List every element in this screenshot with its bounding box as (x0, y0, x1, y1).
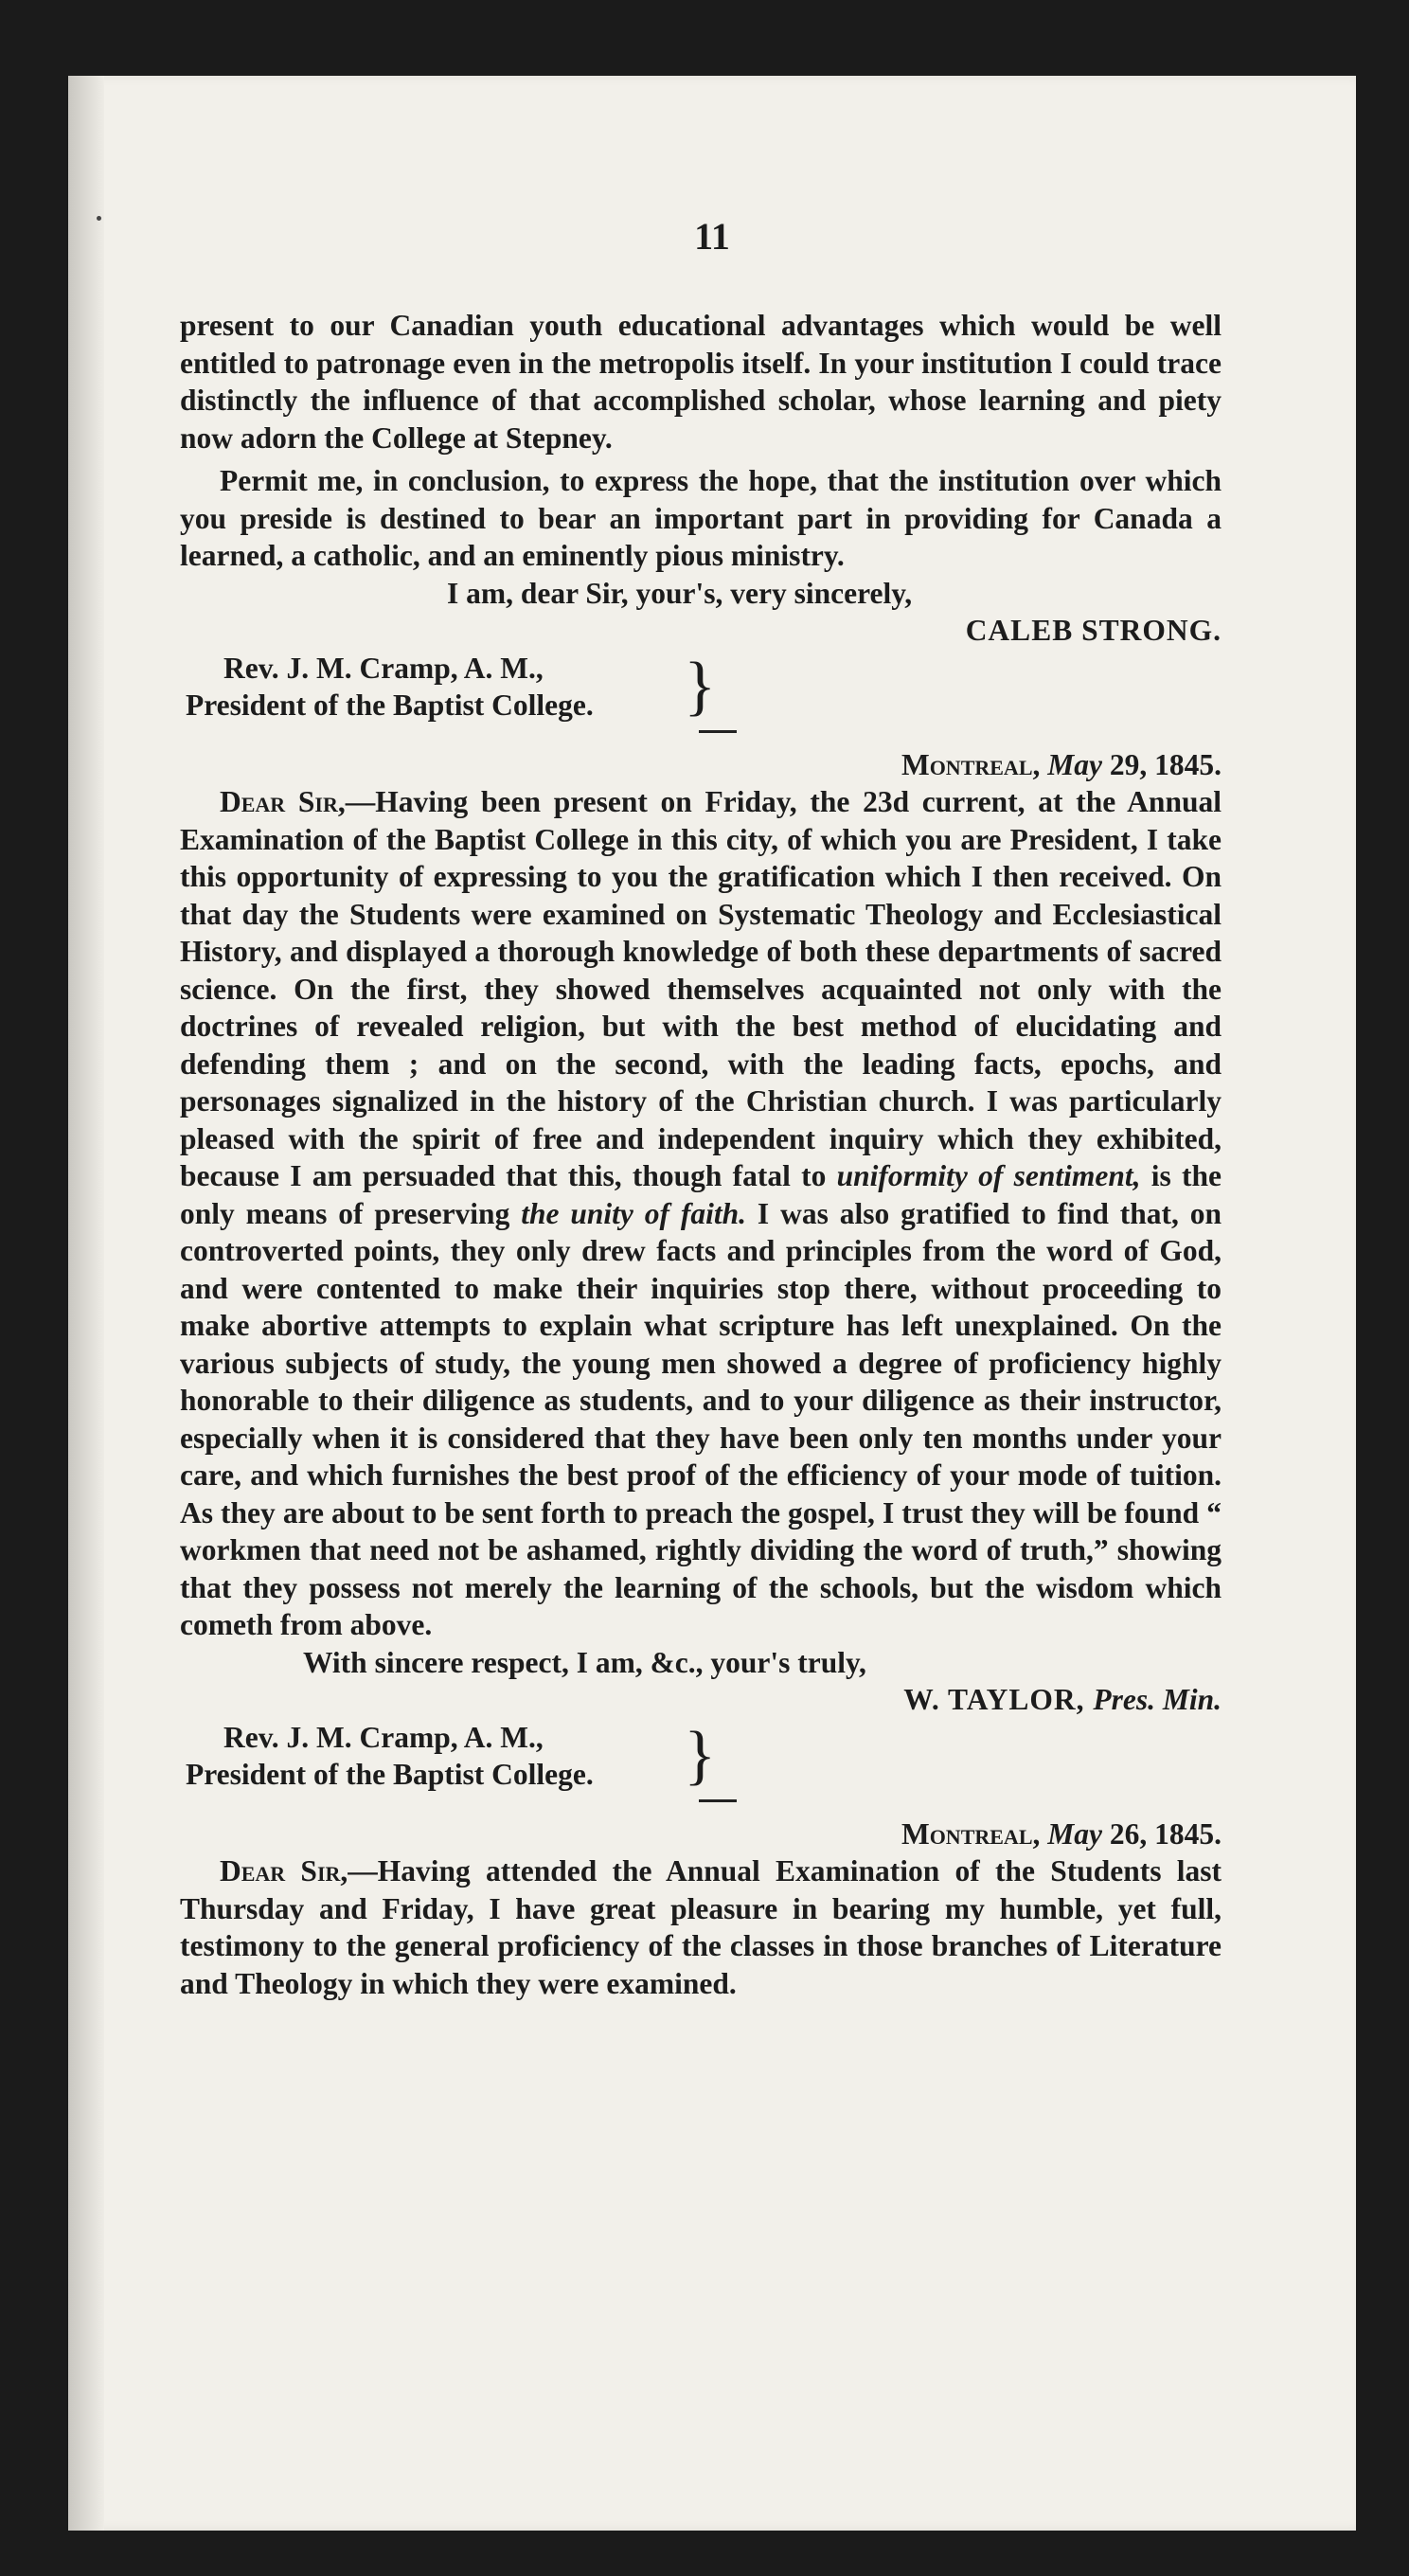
page-gutter (68, 76, 104, 2531)
brace-glyph: } (684, 650, 716, 723)
section-rule (699, 1799, 737, 1802)
book-page (68, 76, 1356, 2531)
closing-line: I am, dear Sir, your's, very sincerely, (447, 576, 913, 610)
section-rule (699, 730, 737, 733)
salutation: Dear Sir, (220, 1854, 348, 1887)
addressee-line-1: Rev. J. M. Cramp, A. M., (223, 1720, 544, 1754)
addressee-block (186, 650, 716, 724)
page-body (180, 307, 1222, 2002)
signature-w-taylor: W. TAYLOR, Pres. Min. (903, 1683, 1222, 1716)
salutation: Dear Sir, (220, 785, 346, 818)
brace-glyph: } (684, 1719, 716, 1792)
addressee-line-2: President of the Baptist College. (186, 1758, 594, 1791)
letter-3-body: Dear Sir,—Having attended the Annual Examination of the Students last Thursday and Friday, I have great pleasure in bearing my humble, yet full, testimony to the general proficiency of the classes in those branches of Literature and Theology in which they were examined. (180, 1854, 1222, 2000)
dateline-letter-2: Montreal, May 29, 1845. (901, 747, 1222, 781)
addressee-block-2 (186, 1719, 716, 1794)
dateline-letter-3: Montreal, May 26, 1845. (901, 1816, 1222, 1851)
closing-line-2: With sincere respect, I am, &c., your's truly, (303, 1645, 866, 1679)
page-number: 11 (694, 215, 730, 258)
letter-2-body: Dear Sir,—Having been present on Friday, the 23d current, at the Annual Examination of the Baptist College in this city, of which you are President, I take this opportunity of expressing to you the gratification which I then received. On that day the Students were examined on Systematic Theology and Ecclesiastical History, and displayed a thorough knowledge of both these departments of sacred science. On the first, they showed themselves acquainted not only with the doctrines of revealed religion, but with the best method of elucidating and defending them ; and on the second, with the leading facts, epochs, and personages signalized in the history of the Christian church. I was particularly pleased with the spirit of free and independent inquiry which they exhibited, because I am persuaded that this, though fatal to uniformity of sentiment, is the only means of preserving the unity of faith. I was also gratified to find that, on controverted points, they only drew facts and principles from the word of God, and were contented to make their inquiries stop there, without proceeding to make abortive attempts to explain what scripture has left unexplained. On the various subjects of study, the young men showed a degree of proficiency highly honorable to their diligence as students, and to your diligence as their instructor, especially when it is considered that they have been only ten months under your care, and which furnishes the best proof of the efficiency of your mode of tuition. As they are about to be sent forth to preach the gospel, I trust they will be found “ workmen that need not be ashamed, rightly dividing the word of truth,” showing that they possess not merely the learning of the schools, but the wisdom which cometh from above. (180, 785, 1222, 1641)
addressee-line-2: President of the Baptist College. (186, 689, 594, 722)
paragraph-conclusion: Permit me, in conclusion, to express the hope, that the institution over which you preside is destined to bear an important part in providing for Canada a learned, a catholic, and an eminently pious ministry. (180, 464, 1222, 572)
paragraph-continued: present to our Canadian youth educational advantages which would be well entitled to patronage even in the metropolis itself. In your institution I could trace distinctly the influence of that accomplished scholar, whose learning and piety now adorn the College at Stepney. (180, 309, 1222, 455)
addressee-line-1: Rev. J. M. Cramp, A. M., (223, 651, 544, 685)
signature-caleb-strong: CALEB STRONG. (965, 614, 1222, 647)
